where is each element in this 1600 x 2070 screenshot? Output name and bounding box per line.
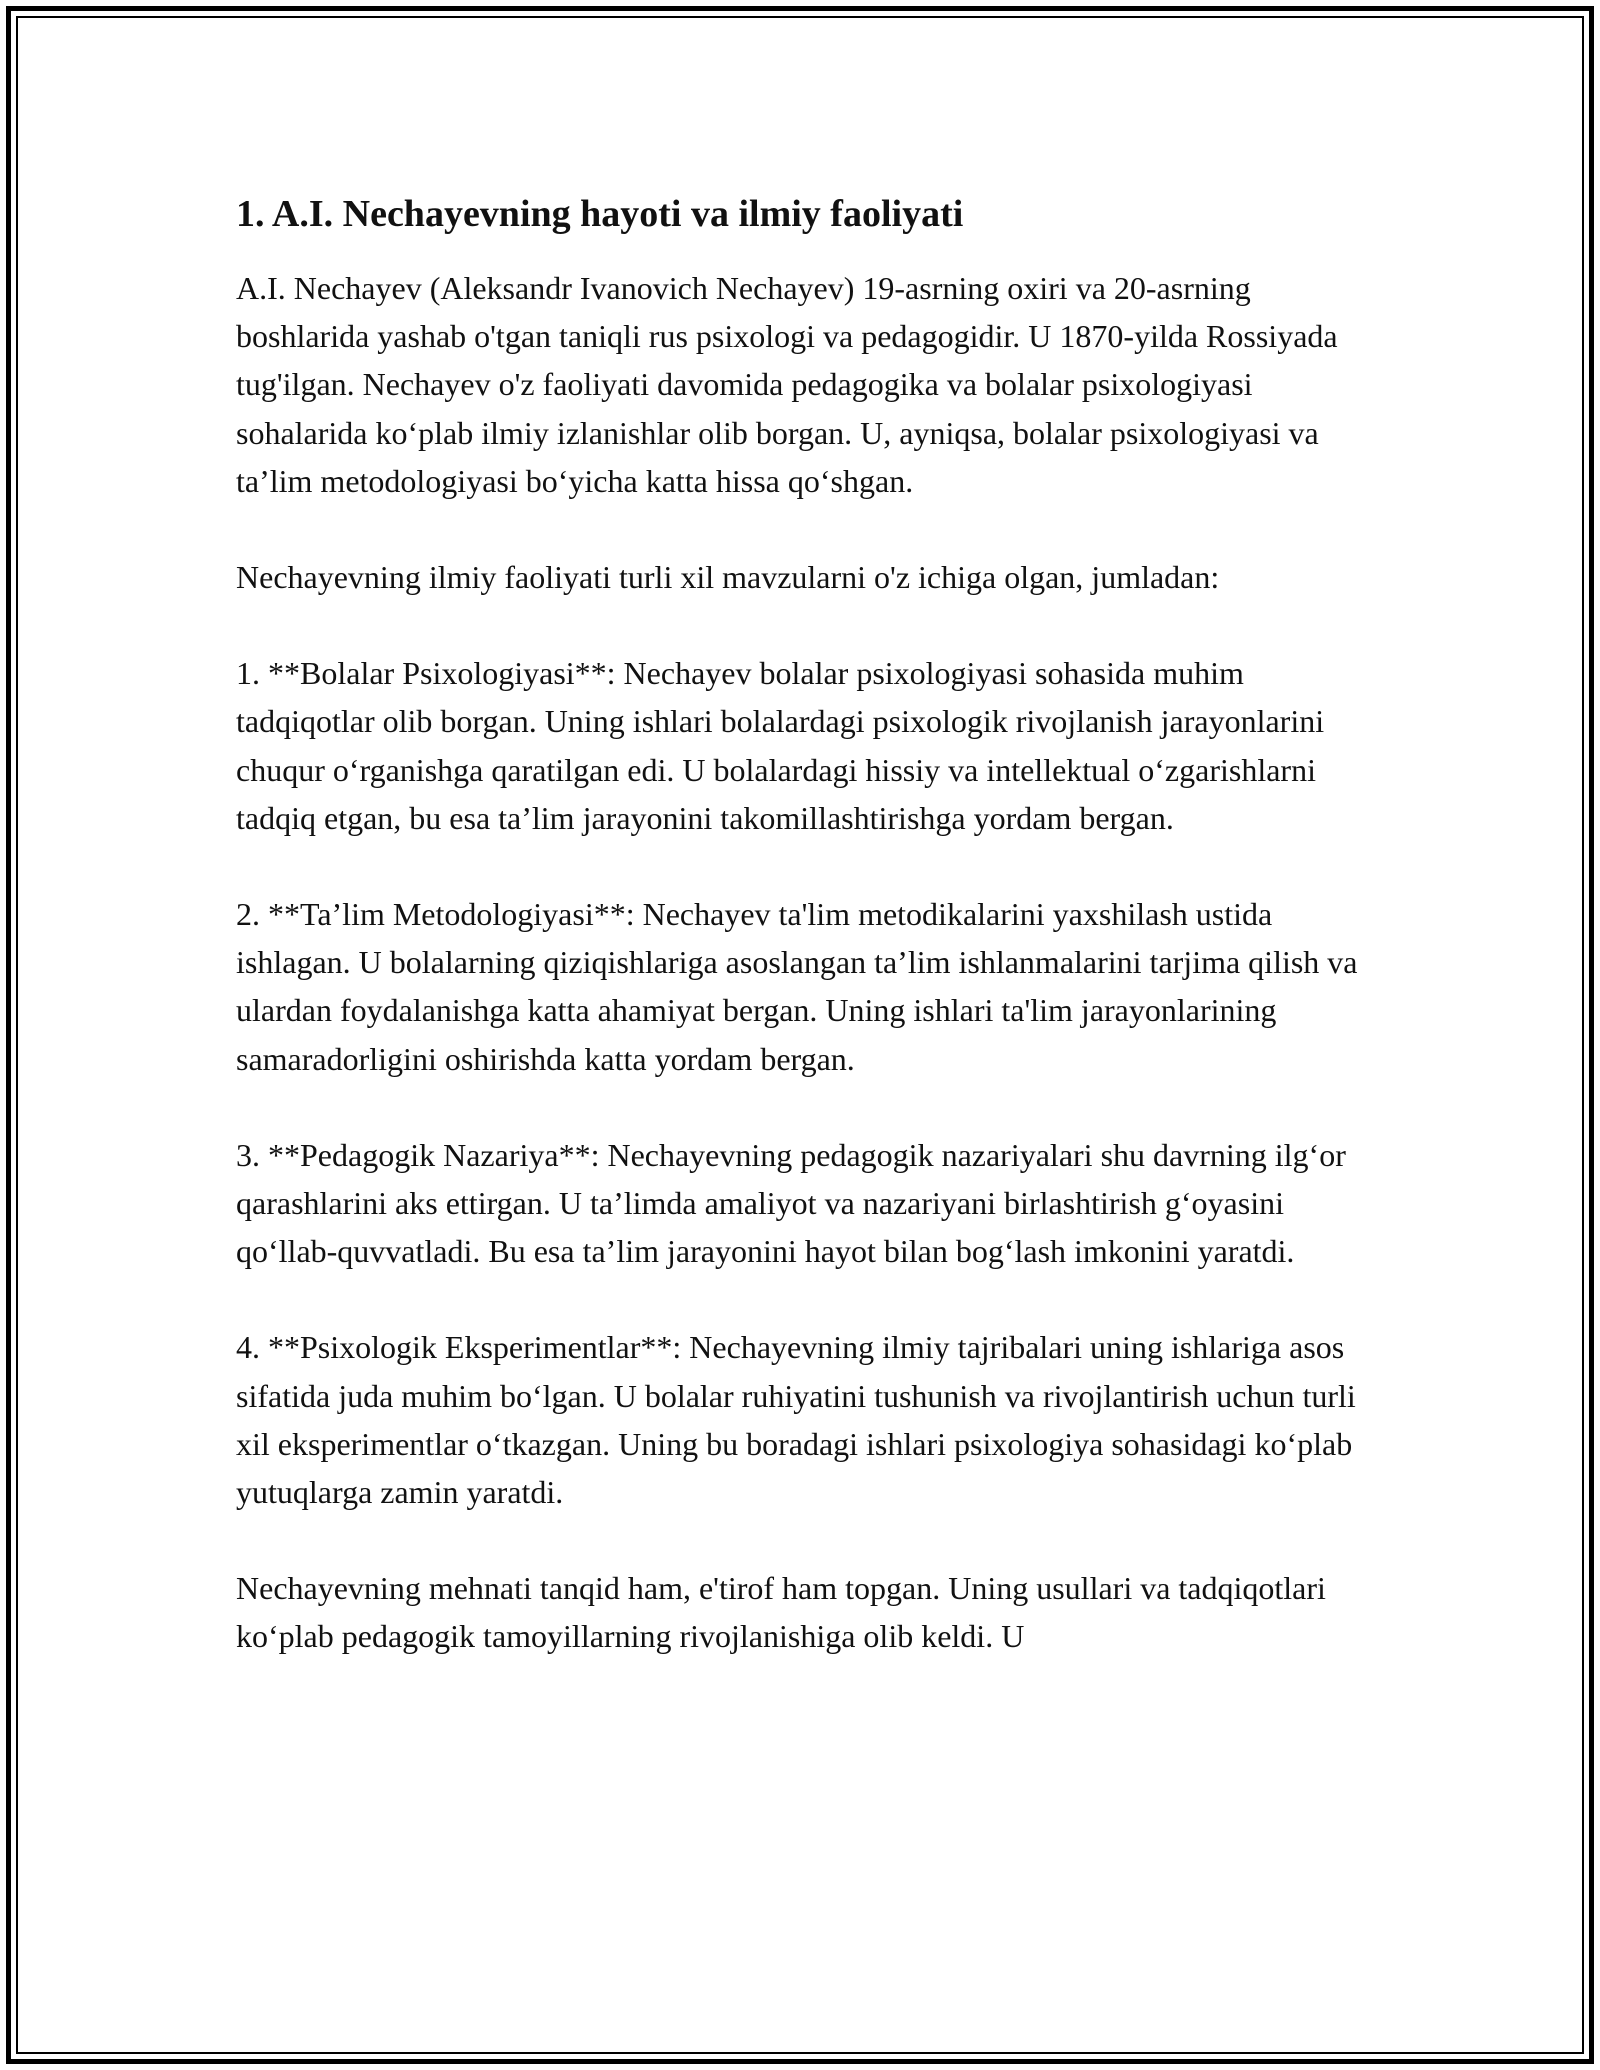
paragraph-item-2: 2. **Ta’lim Metodologiyasi**: Nechayev ta'lim metodikalarini yaxshilash ustida ishlagan. U bolalarning qiziqishlariga asoslangan ta’lim ishlanmalarini tarjima qilish va ulardan foydalanishga katta ahamiyat bergan. Uning ishlari ta'lim jarayonlarining samaradorligini oshirishda katta yordam bergan. — [236, 896, 1358, 1077]
paragraph-conclusion: Nechayevning mehnati tanqid ham, e'tirof ham topgan. Uning usullari va tadqiqotlari ko‘plab pedagogik tamoyillarning rivojlanishiga olib keldi. U — [236, 1570, 1326, 1655]
section-heading: 1. A.I. Nechayevning hayoti va ilmiy faoliyati — [236, 193, 964, 235]
paragraph-item-4: 4. **Psixologik Eksperimentlar**: Nechayevning ilmiy tajribalari uning ishlariga asos sifatida juda muhim bo‘lgan. U bolalar ruhiyatini tushunish va rivojlantirish uchun turli xil eksperimentlar o‘tkazgan. Uning bu boradagi ishlari psixologiya sohasidagi ko‘plab yutuqlarga zamin yaratdi. — [236, 1329, 1356, 1511]
paragraph-list-intro: Nechayevning ilmiy faoliyati turli xil mavzularni o'z ichiga olgan, jumladan: — [236, 559, 1220, 596]
paragraph-item-3: 3. **Pedagogik Nazariya**: Nechayevning pedagogik nazariyalari shu davrning ilg‘or qarashlarini aks ettirgan. U ta’limda amaliyot va nazariyani birlashtirish g‘oyasini qo‘llab-quvvatladi. Bu esa ta’lim jarayonini hayot bilan bog‘lash imkonini yaratdi. — [236, 1136, 1346, 1270]
paragraph-intro: A.I. Nechayev (Aleksandr Ivanovich Nechayev) 19-asrning oxiri va 20-asrning boshlarida yashab o'tgan taniqli rus psixologi va pedagogidir. U 1870-yilda Rossiyada tug'ilgan. Nechayev o'z faoliyati davomida pedagogika va bolalar psixologiyasi sohalarida ko‘plab ilmiy izlanishlar olib borgan. U, ayniqsa, bolalar psixologiyasi va ta’lim metodologiyasi bo‘yicha katta hissa qo‘shgan. — [236, 270, 1338, 499]
document-body — [236, 186, 1376, 1709]
paragraph-item-1: 1. **Bolalar Psixologiyasi**: Nechayev bolalar psixologiyasi sohasida muhim tadqiqotlar olib borgan. Uning ishlari bolalardagi psixologik rivojlanish jarayonlarini chuqur o‘rganishga qaratilgan edi. U bolalardagi hissiy va intellektual o‘zgarishlarni tadqiq etgan, bu esa ta’lim jarayonini takomillashtirishga yordam bergan. — [236, 655, 1325, 836]
